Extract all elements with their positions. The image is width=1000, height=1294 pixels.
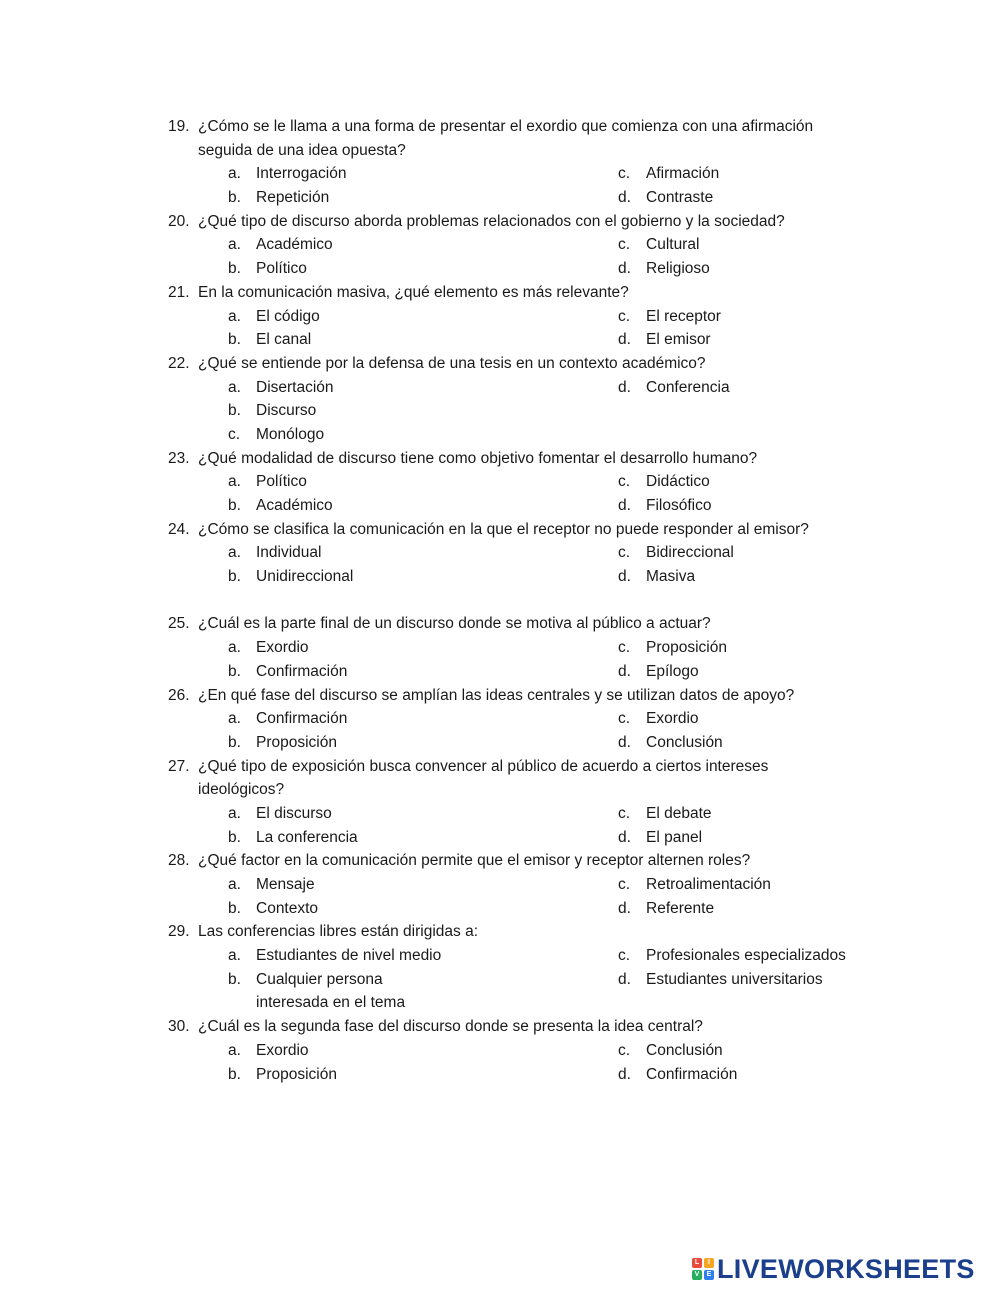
option-letter: d. [618,260,631,278]
option-text: El canal [256,331,312,349]
answer-option[interactable] [618,257,998,281]
option-letter: a. [228,947,241,965]
answer-option[interactable] [228,731,608,755]
option-letter: a. [228,710,241,728]
option-text: Exordio [256,639,309,657]
options-row [0,328,1000,352]
option-text: Interrogación [256,165,347,183]
option-letter: b. [228,662,241,680]
question-text: ¿Cómo se clasifica la comunicación en la que el receptor no puede responder al emisor? [198,520,809,538]
question-number: 30. [168,1018,190,1036]
question-block [0,115,1000,210]
question-number: 27. [168,757,190,775]
question-text: En la comunicación masiva, ¿qué elemento es más relevante? [198,283,629,301]
option-letter: c. [618,947,631,965]
answer-option[interactable] [228,541,608,565]
option-letter: d. [618,970,631,988]
answer-option[interactable] [228,470,608,494]
option-letter: d. [618,828,631,846]
question-block [0,352,1000,447]
answer-option[interactable] [228,305,608,329]
answer-option[interactable] [618,968,998,992]
question-block [0,684,1000,755]
liveworksheets-logo [692,1253,975,1285]
question-line [0,115,1000,139]
question-line [0,352,1000,376]
option-text: Confirmación [256,710,348,728]
option-letter: c. [618,544,631,562]
option-letter: a. [228,639,241,657]
options-row [0,707,1000,731]
logo-tile: V [692,1270,702,1280]
answer-option[interactable] [618,494,998,518]
options-row [0,541,1000,565]
option-text: Estudiantes universitarios [646,970,823,988]
answer-option[interactable] [228,1063,608,1087]
option-letter: b. [228,402,241,420]
option-letter: d. [618,899,631,917]
option-text: Confirmación [256,662,348,680]
option-letter: a. [228,876,241,893]
answer-option[interactable] [228,494,608,518]
question-line [0,920,1000,944]
option-letter: b. [228,260,241,278]
question-number: 19. [168,118,190,135]
answer-option[interactable] [618,660,998,684]
question-block [0,1015,1000,1086]
option-text: Bidireccional [646,544,734,562]
option-text: Referente [646,899,715,917]
option-letter: b. [228,828,241,846]
answer-option[interactable] [228,897,608,921]
option-text: El debate [646,804,712,822]
question-block [0,849,1000,920]
question-block [0,518,1000,613]
answer-option[interactable] [228,257,608,281]
options-row [0,991,1000,1015]
option-text: Contexto [256,899,319,917]
option-text: El emisor [646,331,711,349]
question-text: seguida de una idea opuesta? [198,141,406,159]
option-letter: d. [618,662,631,680]
answer-option[interactable] [228,636,608,660]
question-block [0,447,1000,518]
question-number: 24. [168,520,190,538]
answer-option[interactable] [228,233,608,257]
answer-option[interactable] [228,162,608,186]
question-block [0,755,1000,850]
question-text: ¿Qué tipo de exposición busca convencer al público de acuerdo a ciertos intereses [198,757,769,775]
spacer [0,589,1000,613]
option-letter: b. [228,733,241,751]
option-text: Individual [256,544,322,562]
answer-option[interactable] [228,186,608,210]
question-block [0,281,1000,352]
option-letter: d. [618,497,631,514]
question-text: ¿Qué se entiende por la defensa de una tesis en un contexto académico? [198,354,706,372]
options-row [0,944,1000,968]
option-text: Político [256,260,307,278]
question-number: 21. [168,283,190,301]
option-letter: d. [618,189,631,207]
answer-option[interactable] [618,376,998,400]
option-letter: c. [618,165,631,183]
option-text: interesada en el tema [256,994,406,1012]
question-line [0,447,1000,471]
option-letter: c. [618,876,631,893]
option-letter: c. [618,804,631,822]
option-letter: d. [618,568,631,586]
options-row [0,423,1000,447]
option-text: Proposición [646,639,727,657]
options-row [0,636,1000,660]
option-text: El discurso [256,804,332,822]
question-line [0,778,1000,802]
answer-option[interactable] [618,897,998,921]
option-text: El código [256,307,320,325]
options-row [0,162,1000,186]
option-text: Epílogo [646,662,699,680]
options-row [0,802,1000,826]
option-letter: b. [228,899,241,917]
options-row [0,897,1000,921]
answer-option[interactable] [618,802,998,826]
answer-option[interactable] [618,541,998,565]
options-row [0,1063,1000,1087]
answer-option[interactable] [618,186,998,210]
option-text: Monólogo [256,425,325,443]
option-text: Conferencia [646,378,730,396]
options-row [0,968,1000,992]
question-number: 29. [168,923,190,941]
option-text: Político [256,473,307,491]
option-letter: a. [228,307,241,325]
options-row [0,376,1000,400]
option-letter: c. [618,1041,631,1059]
option-letter: c. [618,307,631,325]
options-row [0,826,1000,850]
logo-text: LIVEWORKSHEETS [717,1253,975,1284]
question-text: ¿Cuál es la parte final de un discurso donde se motiva al público a actuar? [198,615,711,633]
question-text: ¿Cuál es la segunda fase del discurso donde se presenta la idea central? [198,1018,703,1036]
question-line [0,612,1000,636]
logo-tile: E [704,1270,714,1280]
answer-option[interactable] [618,565,998,589]
option-text: Exordio [646,710,699,728]
question-text: ¿Cómo se le llama a una forma de presentar el exordio que comienza con una afirmación [198,118,814,135]
question-line [0,281,1000,305]
question-number: 25. [168,615,190,633]
answer-option[interactable] [618,944,998,968]
option-letter: c. [618,473,631,491]
option-letter: a. [228,378,241,396]
options-row [0,1039,1000,1063]
option-letter: d. [618,378,631,396]
option-letter: a. [228,544,241,562]
option-letter: a. [228,236,241,254]
question-number: 20. [168,212,190,230]
answer-option[interactable] [618,826,998,850]
question-text: ¿Qué modalidad de discurso tiene como objetivo fomentar el desarrollo humano? [198,449,758,467]
question-text: ¿Qué factor en la comunicación permite que el emisor y receptor alternen roles? [198,852,751,870]
option-text: Proposición [256,733,337,751]
question-line [0,210,1000,234]
option-text: Conclusión [646,733,723,751]
options-row [0,257,1000,281]
answer-option[interactable] [618,873,998,897]
answer-option[interactable] [228,802,608,826]
option-text: Confirmación [646,1065,738,1083]
option-text: El panel [646,828,703,846]
answer-option[interactable] [228,968,608,992]
question-number: 26. [168,686,190,704]
answer-option[interactable] [618,707,998,731]
question-text: ¿En qué fase del discurso se amplían las ideas centrales y se utilizan datos de apoyo? [198,686,795,704]
option-letter: c. [228,425,241,443]
option-text: Didáctico [646,473,710,491]
option-letter: d. [618,733,631,751]
option-text: La conferencia [256,828,358,846]
answer-option[interactable] [228,328,608,352]
options-row [0,494,1000,518]
question-block [0,612,1000,683]
answer-option[interactable] [228,376,608,400]
option-letter: d. [618,331,631,349]
option-letter: b. [228,331,241,349]
question-number: 28. [168,852,190,870]
option-text: Mensaje [256,876,315,893]
question-text: ¿Qué tipo de discurso aborda problemas relacionados con el gobierno y la sociedad? [198,212,785,230]
question-line [0,755,1000,779]
option-letter: c. [618,710,631,728]
option-text: Exordio [256,1041,309,1059]
options-row [0,233,1000,257]
question-line [0,684,1000,708]
question-text: Las conferencias libres están dirigidas a: [198,923,479,941]
answer-option[interactable] [228,423,608,447]
option-text: Proposición [256,1065,337,1083]
question-number: 22. [168,354,190,372]
answer-option[interactable] [618,470,998,494]
options-row [0,660,1000,684]
option-text: Académico [256,497,333,514]
option-letter: a. [228,165,241,183]
answer-option[interactable] [618,328,998,352]
answer-option[interactable] [618,1063,998,1087]
option-letter: b. [228,568,241,586]
logo-tile: I [704,1258,714,1268]
answer-option[interactable] [228,565,608,589]
answer-option[interactable] [228,399,608,423]
question-text: ideológicos? [198,781,285,799]
option-letter: b. [228,497,241,514]
worksheet-questions [0,115,1000,1086]
option-text: Cultural [646,236,700,254]
logo-mark-icon [692,1258,714,1280]
answer-option[interactable] [618,1039,998,1063]
question-line [0,139,1000,163]
option-letter: a. [228,804,241,822]
option-text: Cualquier persona [256,970,383,988]
options-row [0,731,1000,755]
option-text: Estudiantes de nivel medio [256,947,442,965]
option-letter: a. [228,1041,241,1059]
answer-option[interactable] [228,873,608,897]
options-row [0,399,1000,423]
question-line [0,849,1000,873]
question-number: 23. [168,449,190,467]
option-text: Repetición [256,189,330,207]
answer-option[interactable] [618,162,998,186]
options-row [0,305,1000,329]
options-row [0,565,1000,589]
option-text: Profesionales especializados [646,947,846,965]
options-row [0,186,1000,210]
option-text: Conclusión [646,1041,723,1059]
option-text: Retroalimentación [646,876,771,893]
option-letter: b. [228,189,241,207]
answer-option[interactable] [228,991,608,1015]
option-text: El receptor [646,307,721,325]
option-text: Filosófico [646,497,712,514]
options-row [0,470,1000,494]
question-block [0,210,1000,281]
option-text: Académico [256,236,333,254]
option-text: Discurso [256,402,317,420]
logo-tile: L [692,1258,702,1268]
option-letter: c. [618,236,631,254]
option-text: Contraste [646,189,714,207]
options-row [0,873,1000,897]
option-letter: c. [618,639,631,657]
answer-option[interactable] [228,826,608,850]
answer-option[interactable] [618,233,998,257]
answer-option[interactable] [228,944,608,968]
answer-option[interactable] [228,660,608,684]
option-letter: a. [228,473,241,491]
option-letter: b. [228,1065,241,1083]
option-text: Afirmación [646,165,720,183]
question-block [0,920,1000,1015]
answer-option[interactable] [228,707,608,731]
option-text: Religioso [646,260,710,278]
answer-option[interactable] [618,731,998,755]
option-text: Disertación [256,378,334,396]
option-text: Masiva [646,568,696,586]
question-line [0,1015,1000,1039]
answer-option[interactable] [228,1039,608,1063]
answer-option[interactable] [618,636,998,660]
question-line [0,518,1000,542]
answer-option[interactable] [618,305,998,329]
option-text: Unidireccional [256,568,354,586]
option-letter: b. [228,970,241,988]
option-letter: d. [618,1065,631,1083]
